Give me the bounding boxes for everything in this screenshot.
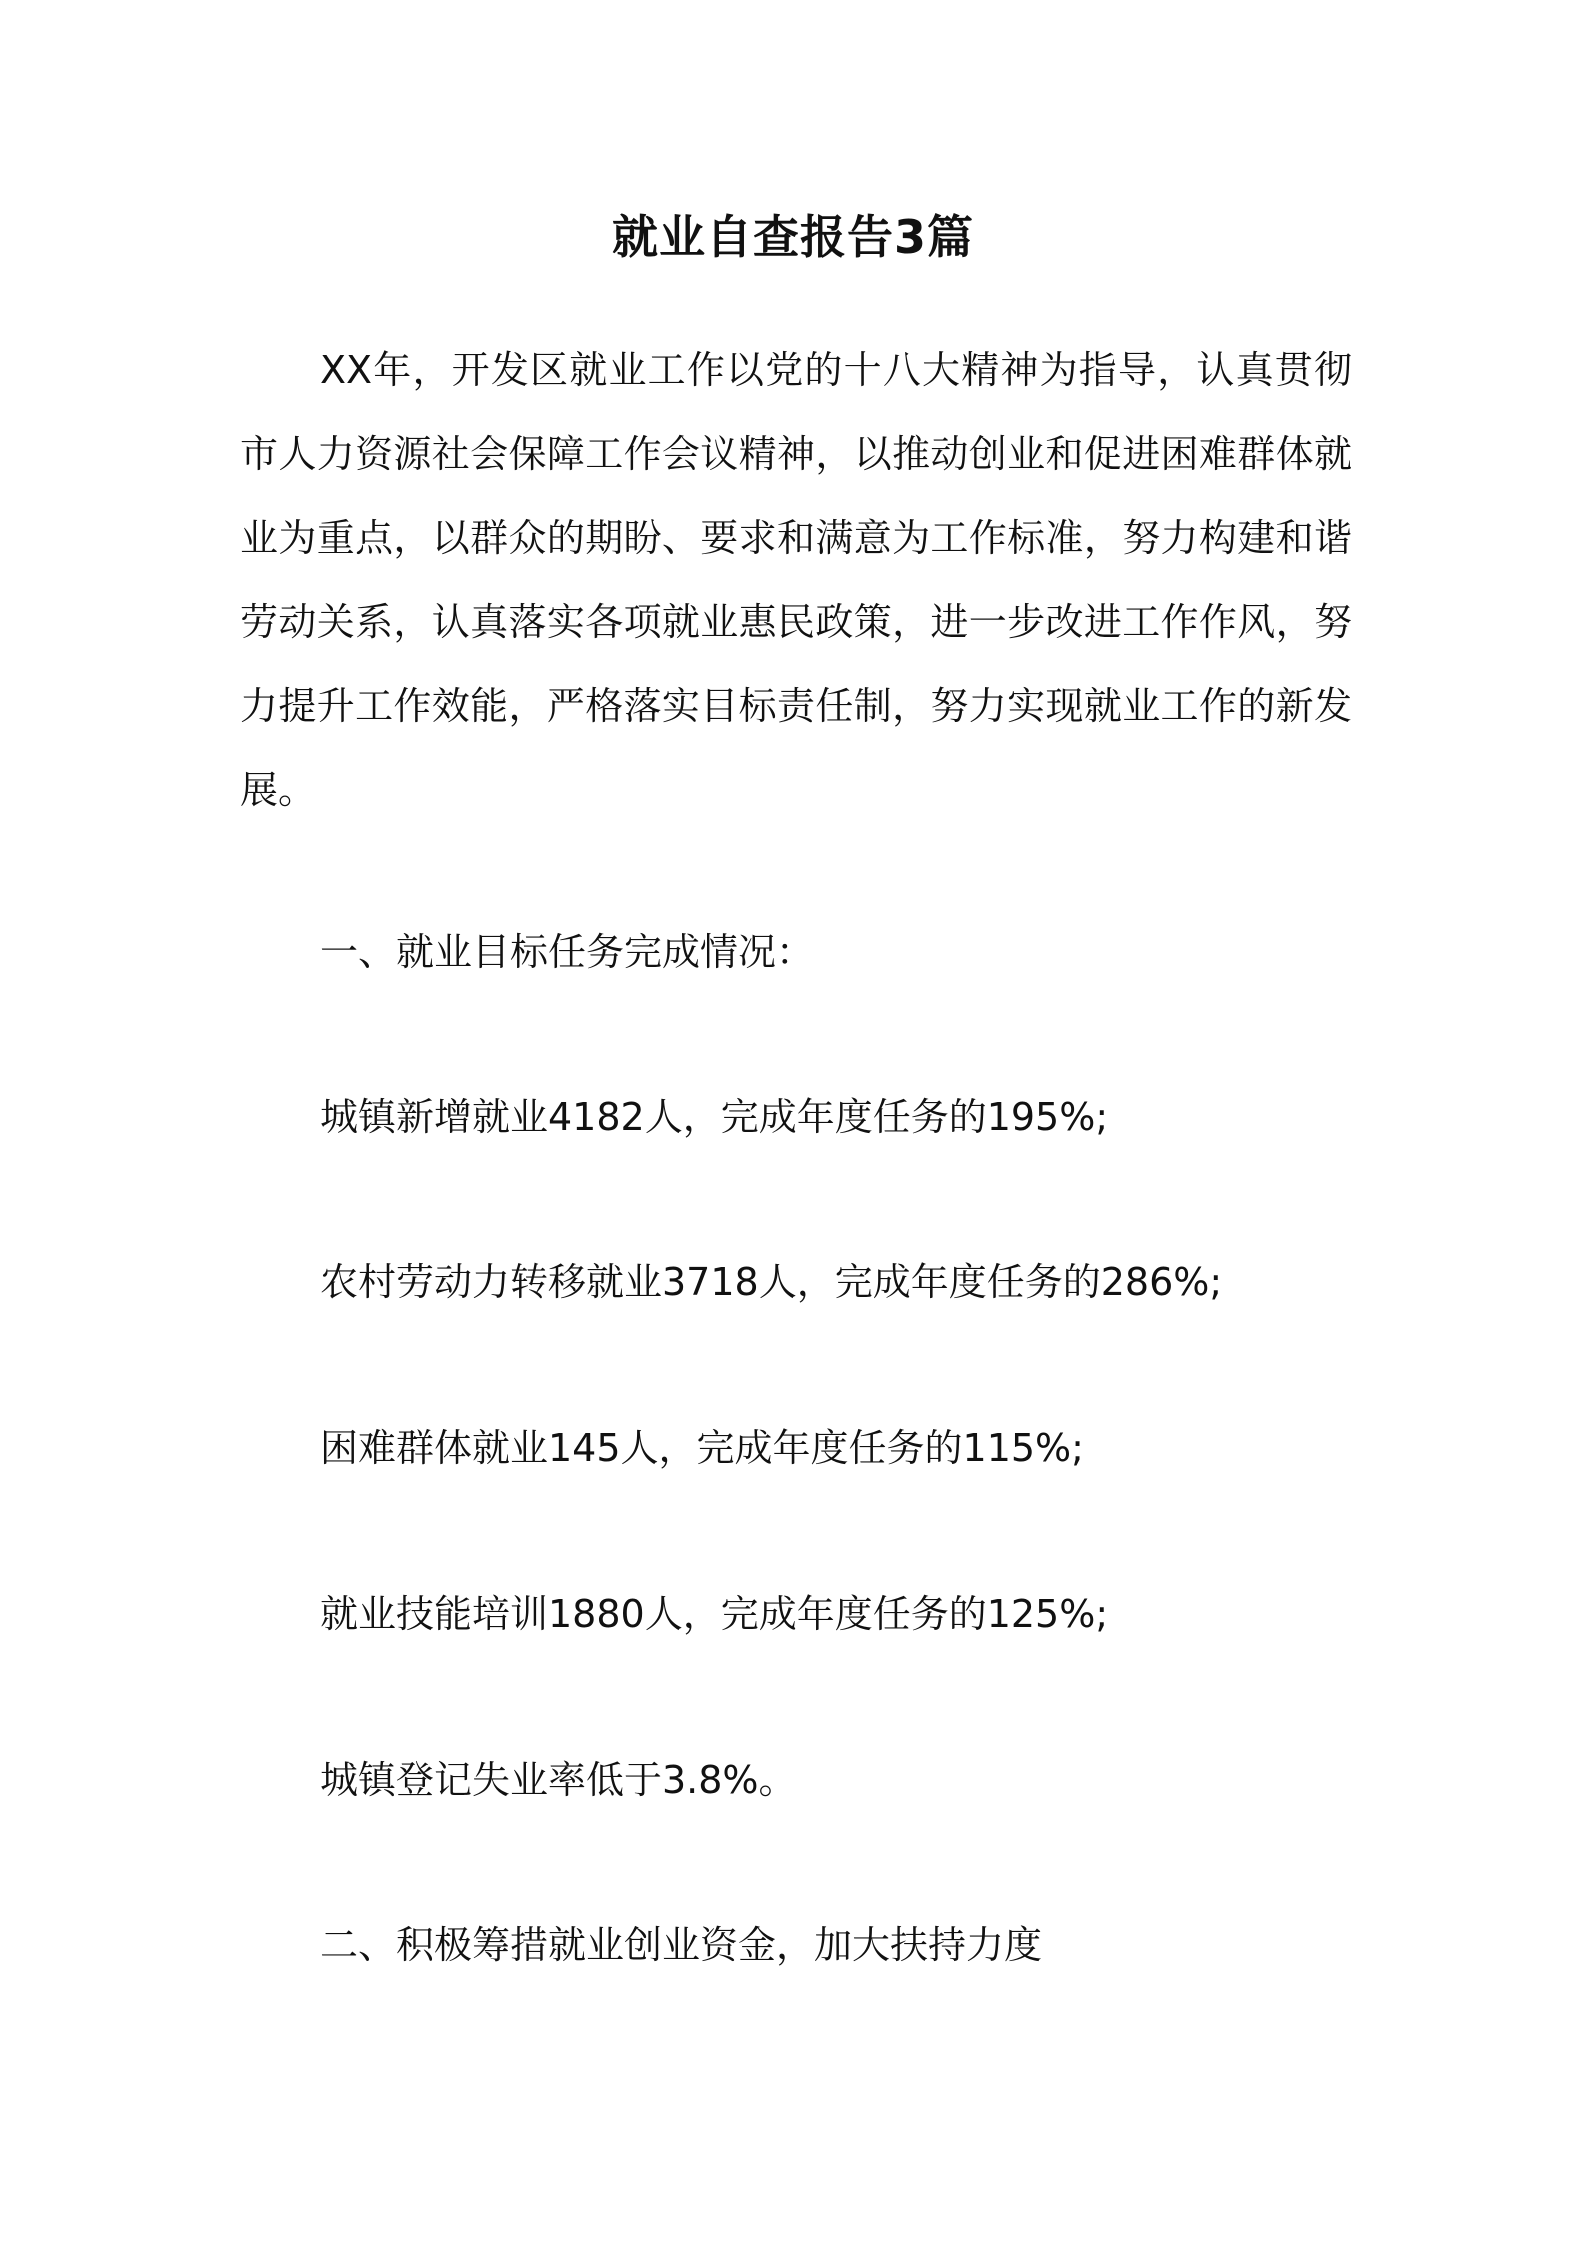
result-item-urban-employment: 城镇新增就业4182人，完成年度任务的195%; — [320, 1095, 1109, 1139]
result-item-difficult-groups: 困难群体就业145人，完成年度任务的115%; — [320, 1426, 1084, 1470]
result-item-skills-training: 就业技能培训1880人，完成年度任务的125%; — [320, 1592, 1109, 1636]
intro-paragraph: XX年，开发区就业工作以党的十八大精神为指导，认真贯彻市人力资源社会保障工作会议精神，以推动创业和促进困难群体就业为重点，以群众的期盼、要求和满意为工作标准，努力构建和谐劳动关系，认真落实各项就业惠民政策，进一步改进工作作风，努力提升工作效能，严格落实目标责任制，努力实现就业工作的新发展。 — [240, 348, 1352, 812]
section-heading-2: 二、积极筹措就业创业资金，加大扶持力度 — [320, 1923, 1043, 1967]
document-title: 就业自查报告3篇 — [611, 210, 974, 264]
section-heading-1: 一、就业目标任务完成情况： — [320, 930, 815, 974]
result-item-unemployment-rate: 城镇登记失业率低于3.8%。 — [320, 1758, 797, 1802]
result-item-rural-transfer: 农村劳动力转移就业3718人，完成年度任务的286%; — [320, 1260, 1223, 1304]
